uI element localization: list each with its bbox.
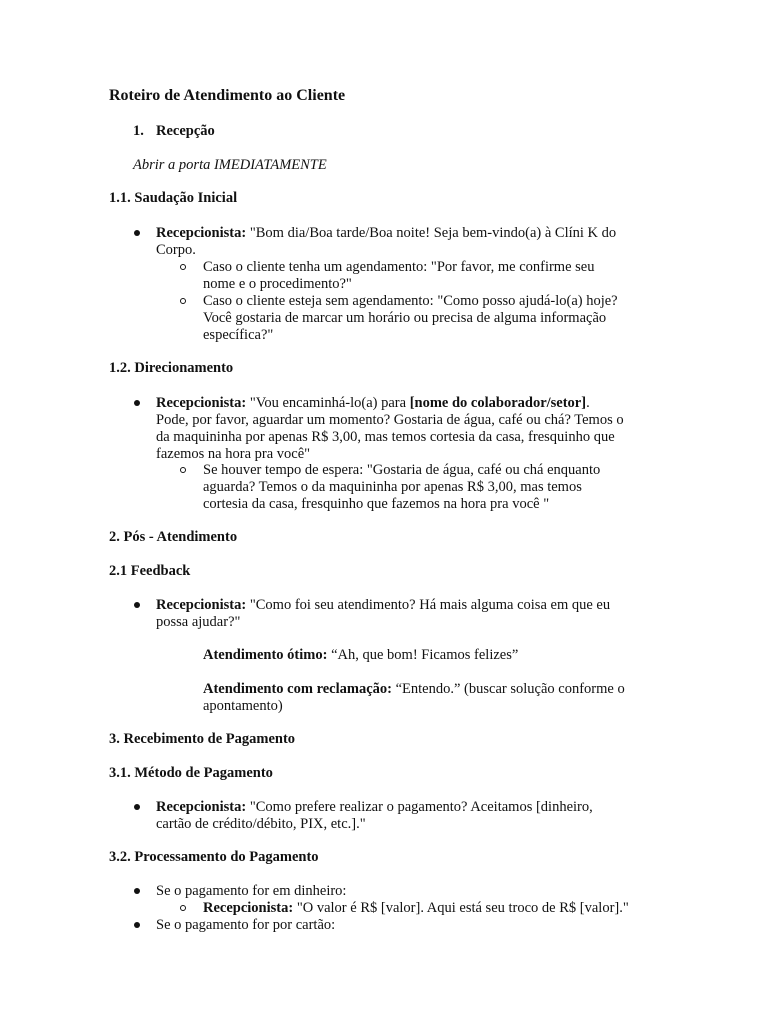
section-3-2-heading: 3.2. Processamento do Pagamento xyxy=(109,849,319,865)
section-1-heading: Recepção xyxy=(156,123,215,139)
section-2-1-bullet-line-1: Recepcionista: "Como foi seu atendimento? Há mais alguma coisa em que eu xyxy=(156,597,611,613)
section-1-1-sub2-line-1: Caso o cliente esteja sem agendamento: "Como posso ajudá-lo(a) hoje? xyxy=(203,293,618,309)
section-1-1-sub2-line-2: Você gostaria de marcar um horário ou precisa de alguma informação xyxy=(203,310,607,326)
section-1-2-bullet-line-4: fazemos na hora pra você" xyxy=(156,446,311,462)
section-1-2-bullet-line-3: da maquininha por apenas R$ 3,00, mas temos cortesia da casa, fresquinho que xyxy=(156,429,615,445)
section-2-heading: 2. Pós - Atendimento xyxy=(109,529,238,545)
bullet-icon xyxy=(134,602,140,608)
bullet-icon xyxy=(134,230,140,236)
section-1-1-sub1-line-2: nome e o procedimento?" xyxy=(203,276,352,292)
section-1-instruction: Abrir a porta IMEDIATAMENTE xyxy=(133,157,327,173)
section-1-1-sub2-line-3: específica?" xyxy=(203,327,274,343)
sub-bullet-icon xyxy=(180,467,186,473)
section-3-2-bullet-1: Se o pagamento for em dinheiro: xyxy=(156,883,347,899)
bullet-icon xyxy=(134,922,140,928)
section-3-1-bullet-line-1: Recepcionista: "Como prefere realizar o pagamento? Aceitamos [dinheiro, xyxy=(156,799,593,815)
sub-bullet-icon xyxy=(180,298,186,304)
section-1-2-bullet-line-1: Recepcionista: "Vou encaminhá-lo(a) para [nome do colaborador/setor]. xyxy=(156,395,590,411)
section-3-2-bullet-2: Se o pagamento for por cartão: xyxy=(156,917,336,933)
section-3-2-sub-bullet: Recepcionista: "O valor é R$ [valor]. Aqui está seu troco de R$ [valor]." xyxy=(203,900,629,916)
section-3-1-bullet-line-2: cartão de crédito/débito, PIX, etc.]." xyxy=(156,816,366,832)
section-1-2-sub1-line-2: aguarda? Temos o da maquininha por apenas R$ 3,00, mas temos xyxy=(203,479,582,495)
section-1-2-sub1-line-3: cortesia da casa, fresquinho que fazemos na hora pra você " xyxy=(203,496,550,512)
feedback-good: Atendimento ótimo: “Ah, que bom! Ficamos felizes” xyxy=(203,647,519,663)
section-1-2-sub1-line-1: Se houver tempo de espera: "Gostaria de água, café ou chá enquanto xyxy=(203,462,601,478)
section-2-1-bullet-line-2: possa ajudar?" xyxy=(156,614,241,630)
document-title: Roteiro de Atendimento ao Cliente xyxy=(109,87,346,104)
bullet-icon xyxy=(134,888,140,894)
section-1-number: 1. xyxy=(133,123,144,139)
section-3-1-heading: 3.1. Método de Pagamento xyxy=(109,765,273,781)
section-3-heading: 3. Recebimento de Pagamento xyxy=(109,731,296,747)
sub-bullet-icon xyxy=(180,905,186,911)
section-1-1-sub1-line-1: Caso o cliente tenha um agendamento: "Por favor, me confirme seu xyxy=(203,259,595,275)
bullet-icon xyxy=(134,400,140,406)
sub-bullet-icon xyxy=(180,264,186,270)
bullet-icon xyxy=(134,804,140,810)
feedback-complaint-line-2: apontamento) xyxy=(203,698,283,714)
section-1-1-heading: 1.1. Saudação Inicial xyxy=(109,190,238,206)
section-2-1-heading: 2.1 Feedback xyxy=(109,563,191,579)
feedback-complaint-line-1: Atendimento com reclamação: “Entendo.” (buscar solução conforme o xyxy=(203,681,625,697)
section-1-1-bullet-line-2: Corpo. xyxy=(156,242,196,258)
section-1-2-bullet-line-2: Pode, por favor, aguardar um momento? Gostaria de água, café ou chá? Temos o xyxy=(156,412,624,428)
section-1-2-heading: 1.2. Direcionamento xyxy=(109,360,234,376)
section-1-1-bullet-line-1: Recepcionista: "Bom dia/Boa tarde/Boa noite! Seja bem-vindo(a) à Clíni K do xyxy=(156,225,617,241)
